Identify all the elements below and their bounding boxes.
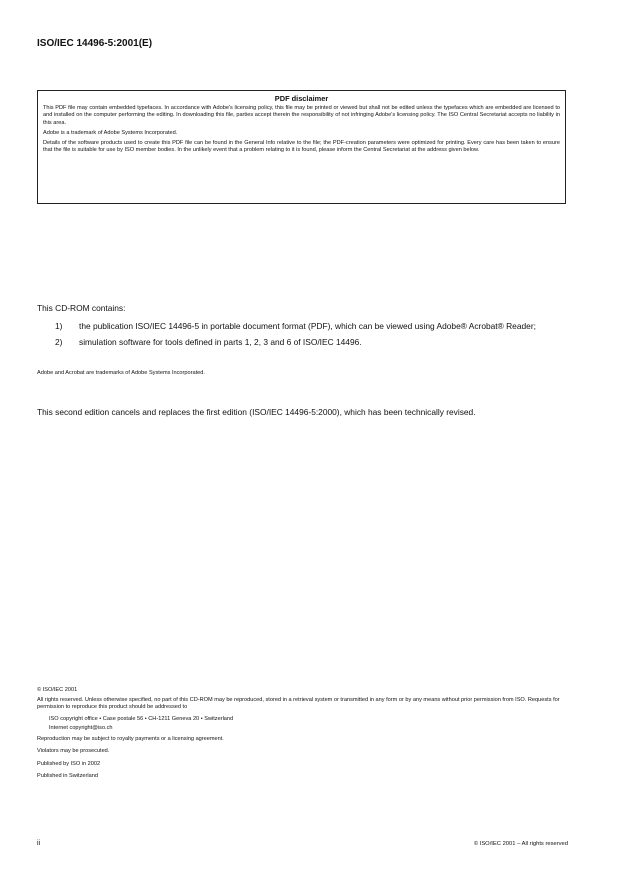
list-item (55, 321, 565, 332)
cdrom-contents-list (55, 321, 565, 353)
trademark-note: Adobe and Acrobat are trademarks of Adobe Systems Incorporated. (37, 370, 205, 376)
copyright-office-address: ISO copyright office • Case postale 56 • CH-1211 Geneva 20 • Switzerland (49, 716, 234, 722)
royalty-note: Reproduction may be subject to royalty payments or a licensing agreement. (37, 736, 224, 742)
disclaimer-paragraph: This PDF file may contain embedded typefaces. In accordance with Adobe's licensing policy, this file may be printed or viewed but shall not be edited unless the typefaces which are embedded are licensed to and installed on the computer performing the editing. In downloading this file, parties accept therein the responsibility of not infringing Adobe's licensing policy. The ISO Central Secretariat accepts no liability in this area. (43, 105, 560, 126)
list-item-text: the publication ISO/IEC 14496-5 in portable document format (PDF), which can be viewed using Adobe® Acrobat® Reader; (79, 321, 536, 331)
page-number: ii (37, 840, 41, 847)
prosecution-note: Violators may be prosecuted. (37, 748, 110, 754)
disclaimer-paragraph: Details of the software products used to create this PDF file can be found in the General Info relative to the file; the PDF-creation parameters were optimized for printing. Every care has been taken to ensure that the file is suitable for use by ISO member bodies. In the unlikely event that a problem relating to it is found, please inform the Central Secretariat at the address given below. (43, 140, 560, 154)
document-id: ISO/IEC 14496-5:2001(E) (37, 38, 153, 49)
pdf-disclaimer-box (37, 90, 566, 204)
disclaimer-title: PDF disclaimer (274, 94, 329, 103)
copyright-internet: Internet copyright@iso.ch (49, 725, 113, 731)
list-item (55, 337, 565, 348)
cdrom-intro: This CD-ROM contains: (37, 303, 126, 313)
published-by: Published by ISO in 2002 (37, 761, 101, 767)
copyright-notice: © ISO/IEC 2001 (37, 687, 78, 693)
footer-rights: © ISO/IEC 2001 – All rights reserved (473, 841, 568, 847)
disclaimer-paragraph: Adobe is a trademark of Adobe Systems Incorporated. (43, 129, 178, 136)
edition-note: This second edition cancels and replaces the first edition (ISO/IEC 14496-5:2000), which has been technically revised. (37, 407, 476, 417)
rights-statement: All rights reserved. Unless otherwise specified, no part of this CD-ROM may be reproduced, stored in a retrieval system or transmitted in any form or by any means without prior permission from ISO. Requests for permission to reproduce this product should be addressed to (37, 697, 560, 711)
published-in: Published in Switzerland (37, 773, 98, 779)
list-item-number: 1) (55, 321, 63, 331)
list-item-text: simulation software for tools defined in parts 1, 2, 3 and 6 of ISO/IEC 14496. (79, 337, 362, 347)
list-item-number: 2) (55, 337, 63, 347)
